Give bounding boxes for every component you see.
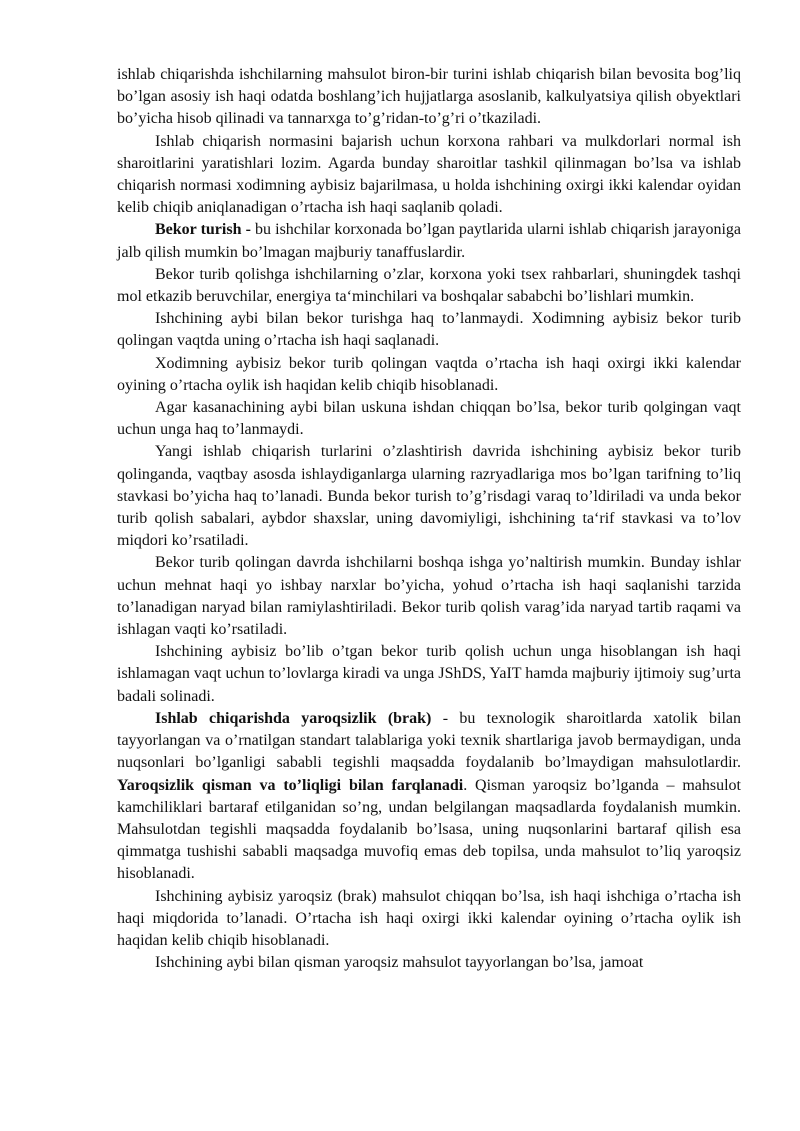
paragraph-text: - bu texnologik sharoitlarda xatolik bilan tayyorlangan va o’rnatilgan standart talablariga yoki texnik shartlariga javob bermaydigan, unda nuqsonlari bo’lganligi sababli tegishli maqsadda foydalanib bo’lmaydigan mahsulotlardir. — [117, 709, 742, 772]
paragraph-text: Ishlab chiqarish normasini bajarish uchun korxona rahbari va mulkdorlari normal ish sharoitlarini yaratishlari lozim. Agarda bunday sharoitlar tashkil qilinmagan bo’lsa va ishlab chiqarish normasi xodimning aybisiz bajarilmasa, u holda ishchining oxirgi ikki kalendar oyidan kelib chiqib aniqlanadigan o’rtacha ish haqi saqlanib qoladi. — [117, 132, 741, 217]
paragraph-text: Bekor turib qolishga ishchilarning o’zlar, korxona yoki tsex rahbarlari, shuningdek tashqi mol etkazib beruvchilar, energiya ta‘minchilari va boshqalar sababchi bo’lishlari mumkin. — [117, 265, 741, 306]
paragraph-text: bu ishchilar korxonada bo’lgan paytlarida ularni ishlab chiqarish jarayoniga jalb qilish mumkin bo’lmagan majburiy tanaffuslardir. — [117, 221, 741, 261]
paragraph-defect-no-fault — [117, 886, 741, 953]
paragraph-idle-causes — [117, 264, 741, 308]
paragraph-defect-definition — [117, 708, 741, 886]
paragraph-idle-worker-fault — [117, 308, 741, 352]
paragraph-normal-conditions — [117, 131, 741, 220]
term-yaroqsizlik-types: Yaroqsizlik qisman va to’liqligi bilan farqlanadi — [117, 776, 464, 794]
paragraph-text: Ishchining aybisiz bo’lib o’tgan bekor turib qolish uchun unga hisoblangan ish haqi ishlamagan vaqt uchun to’lovlarga kiradi va unga JShDS, YaIT hamda majburiy ijtimoiy sug’urta badali solinadi. — [117, 643, 741, 705]
paragraph-idle-average-wage — [117, 353, 741, 397]
paragraph-text: Bekor turib qolingan davrda ishchilarni boshqa ishga yo’naltirish mumkin. Bunday ishlar uchun mehnat haqi yo ishbay narxlar bo’yicha, yohud o’rtacha ish haqi saqlanishi tarzida to’lanadigan naryad bilan ramiylashtiriladi. Bekor turib qolish varag’ida naryad tartib raqami va ishlagan vaqti ko’rsatiladi. — [117, 554, 741, 639]
paragraph-defect-worker-fault — [117, 952, 741, 974]
paragraph-idle-definition — [117, 219, 741, 263]
paragraph-text: Ishchining aybi bilan qisman yaroqsiz mahsulot tayyorlangan bo’lsa, jamoat — [155, 954, 644, 972]
paragraph-text: Ishchining aybi bilan bekor turishga haq to’lanmaydi. Xodimning aybisiz bekor turib qolingan vaqtda uning o’rtacha ish haqi saqlanadi. — [117, 310, 741, 350]
paragraph-text: Agar kasanachining aybi bilan uskuna ishdan chiqqan bo’lsa, bekor turib qolgingan vaqt uchun unga haq to’lanmaydi. — [117, 399, 741, 439]
paragraph-text: Ishchining aybisiz yaroqsiz (brak) mahsulot chiqqan bo’lsa, ish haqi ishchiga o’rtacha ish haqi miqdorida to’lanadi. O’rtacha ish haqi oxirgi ikki kalendar oyining o’rtacha oylik ish haqidan kelib chiqib hisoblanadi. — [117, 887, 741, 949]
paragraph-basic-wage-accounting — [117, 64, 741, 131]
paragraph-new-production — [117, 441, 741, 552]
paragraph-idle-taxation — [117, 641, 741, 708]
paragraph-text: ishlab chiqarishda ishchilarning mahsulot biron-bir turini ishlab chiqarish bilan bevosita bog’liq bo’lgan asosiy ish haqi odatda boshlang’ich hujjatlarga asoslanib, kalkulyatsiya qilish obyektlari bo’yicha hisob qilinadi va tannarxga to’g’ridan-to’g’ri o’tkaziladi. — [117, 66, 741, 128]
paragraph-text: Xodimning aybisiz bekor turib qolingan vaqtda o’rtacha ish haqi oxirgi ikki kalendar oyining o’rtacha oylik ish haqidan kelib chiqib hisoblanadi. — [117, 354, 741, 394]
paragraph-reassignment — [117, 552, 741, 641]
paragraph-text-continued: . Qisman yaroqsiz bo’lganda – mahsulot kamchiliklari bartaraf etilganidan so’ng, undan belgilangan maqsadlarda foydalanish mumkin. Mahsulotdan tegishli maqsadda foydalanib bo’lsasa, uning nuqsonlarini bartaraf qilish esa qimmatga tushishi sababli maqsadga muvofiq emas deb topilsa, unda mahsulot to’liq yaroqsiz hisoblanadi. — [117, 776, 741, 883]
document-page — [117, 64, 741, 974]
term-bekor-turish: Bekor turish - — [155, 221, 251, 239]
paragraph-text: Yangi ishlab chiqarish turlarini o’zlashtirish davrida ishchining aybisiz bekor turib qolinganda, vaqtbay asosda ishlaydiganlarga ularning razryadlariga mos bo’lgan tarifning to’liq stavkasi bo’yicha haq to’lanadi. Bunda bekor turish to’g’risdagi varaq to’ldiriladi va unda bekor turib qolish sabalari, aybdor shaxslar, uning davomiyligi, ishchining ta‘rif stavkasi va to’lov miqdori ko’rsatiladi. — [117, 443, 741, 550]
term-yaroqsizlik: Ishlab chiqarishda yaroqsizlik (brak) — [155, 709, 432, 727]
paragraph-homeworker-equipment — [117, 397, 741, 441]
